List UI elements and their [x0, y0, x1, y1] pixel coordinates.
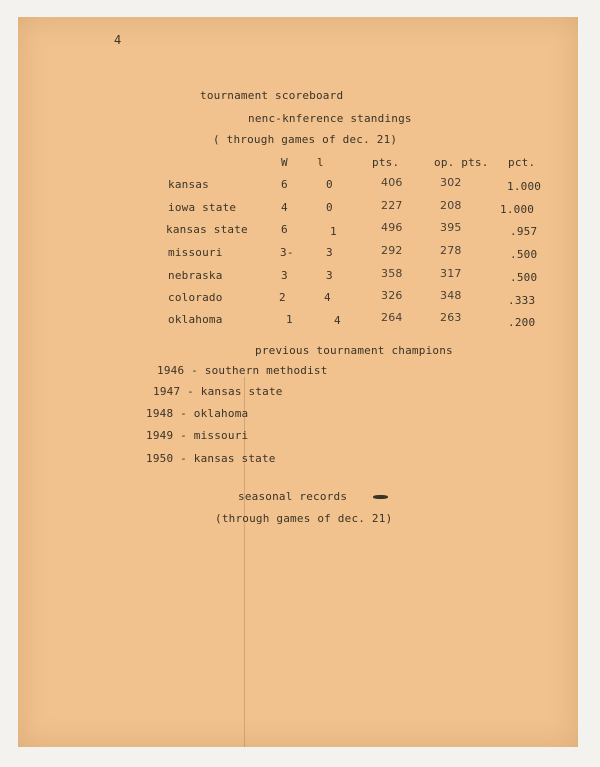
pct: 1.000	[500, 203, 535, 216]
opp-points: 278	[440, 244, 462, 257]
opp-points: 348	[440, 289, 462, 302]
opp-points: 208	[440, 199, 462, 212]
page-number: 4	[114, 33, 122, 47]
col-header-losses: l	[317, 156, 324, 169]
losses: 1	[330, 225, 337, 238]
opp-points: 263	[440, 311, 462, 324]
losses: 4	[334, 314, 341, 327]
points: 496	[381, 221, 403, 234]
standings-subtitle: nenc-knference standings	[248, 112, 412, 125]
team-name: colorado	[168, 291, 223, 304]
team-name: oklahoma	[168, 313, 223, 326]
opp-points: 302	[440, 176, 462, 189]
col-header-points: pts.	[372, 156, 400, 169]
points: 358	[381, 267, 403, 280]
losses: 0	[326, 178, 333, 191]
wins: 3-	[280, 246, 294, 259]
wins: 1	[286, 313, 293, 326]
col-header-opp-points: op. pts.	[434, 156, 489, 169]
pct: .200	[508, 316, 536, 329]
ink-blot	[373, 495, 388, 499]
points: 326	[381, 289, 403, 302]
wins: 2	[279, 291, 286, 304]
wins: 6	[281, 178, 288, 191]
losses: 4	[324, 291, 331, 304]
team-name: kansas state	[166, 223, 248, 236]
champion-entry: 1947 - kansas state	[153, 385, 283, 398]
col-header-pct: pct.	[508, 156, 536, 169]
losses: 0	[326, 201, 333, 214]
seasonal-date-note: (through games of dec. 21)	[215, 512, 393, 525]
champion-entry: 1948 - oklahoma	[146, 407, 249, 420]
pct: .957	[510, 225, 538, 238]
team-name: nebraska	[168, 269, 223, 282]
document-title: tournament scoreboard	[200, 89, 344, 102]
wins: 3	[281, 269, 288, 282]
points: 292	[381, 244, 403, 257]
champion-entry: 1949 - missouri	[146, 429, 249, 442]
opp-points: 317	[440, 267, 462, 280]
champions-heading: previous tournament champions	[255, 344, 453, 357]
points: 264	[381, 311, 403, 324]
pct: .500	[510, 248, 538, 261]
opp-points: 395	[440, 221, 462, 234]
team-name: missouri	[168, 246, 223, 259]
champion-entry: 1950 - kansas state	[146, 452, 276, 465]
losses: 3	[326, 246, 333, 259]
seasonal-records-heading: seasonal records	[238, 490, 348, 503]
team-name: kansas	[168, 178, 209, 191]
champion-entry: 1946 - southern methodist	[157, 364, 328, 377]
losses: 3	[326, 269, 333, 282]
team-name: iowa state	[168, 201, 237, 214]
col-header-wins: W	[281, 156, 288, 169]
document-page	[18, 17, 578, 747]
pct: .333	[508, 294, 536, 307]
wins: 4	[281, 201, 288, 214]
pct: .500	[510, 271, 538, 284]
points: 406	[381, 176, 403, 189]
points: 227	[381, 199, 403, 212]
date-note: ( through games of dec. 21)	[213, 133, 398, 146]
wins: 6	[281, 223, 288, 236]
pct: 1.000	[507, 180, 542, 193]
